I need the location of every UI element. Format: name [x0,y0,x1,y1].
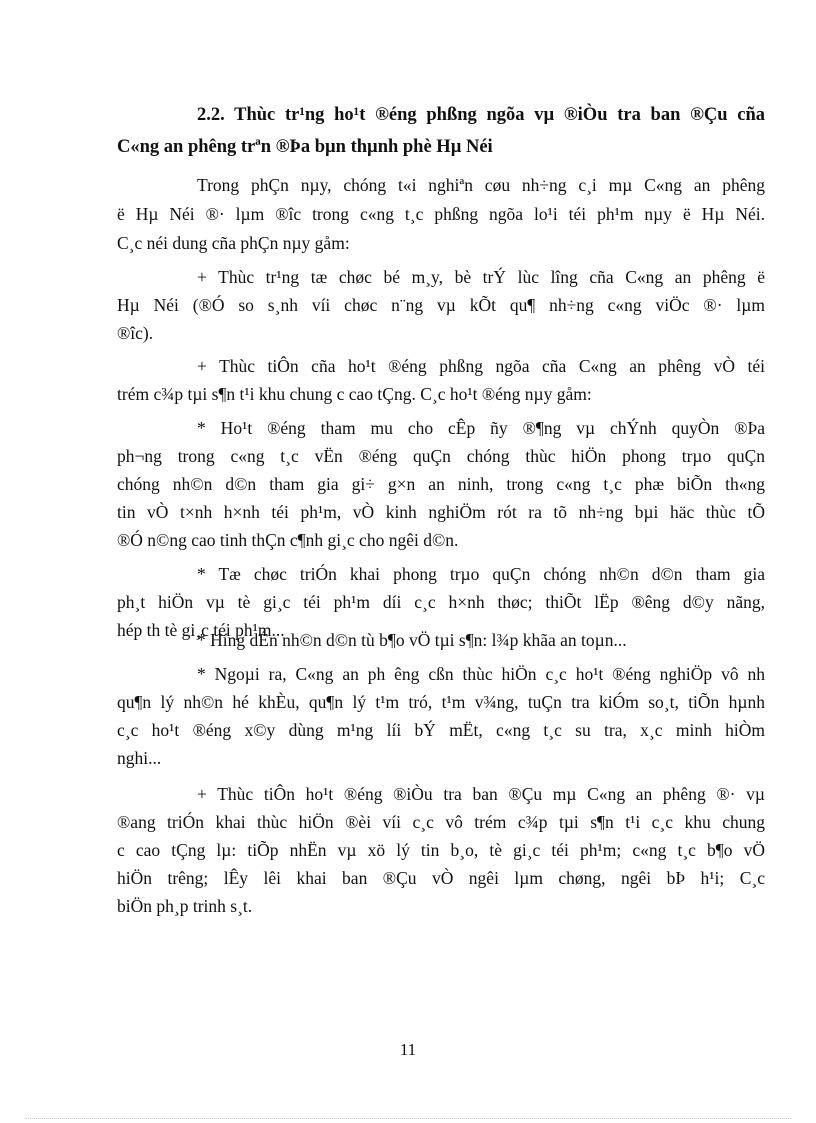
text-line: ®îc). [117,323,154,343]
text-line: c cao tÇng lµ: tiÕp nhËn vµ xö lý tin b¸o, tè gi¸c téi ph¹m; c«ng t¸c b¶o vÖ [117,840,765,860]
text-line: hiÖn trêng; lÊy lêi khai ban ®Çu vÒ ngêi lµm chøng, ngêi bÞ h¹i; C¸c [117,868,765,888]
text-line: biÖn ph¸p trinh s¸t. [117,896,253,916]
text-line: * Ho¹t ®éng tham mu cho cÊp ñy ®¶ng vµ chÝnh quyÒn ®Þa [197,418,765,438]
text-line: ë Hµ Néi ®· lµm ®îc trong c«ng t¸c phßng ngõa lo¹i téi ph¹m nµy ë Hµ Néi. [117,204,765,224]
text-line: * Híng dÉn nh©n d©n tù b¶o vÖ tµi s¶n: l¾p khãa an toµn... [197,630,627,650]
text-line: Trong phÇn nµy, chóng t«i nghiªn cøu nh÷ng c¸i mµ C«ng an phêng [197,175,765,195]
text-line: + Thùc tiÔn ho¹t ®éng ®iÒu tra ban ®Çu mµ C«ng an phêng ®· vµ [197,784,765,804]
text-line: * Ngoµi ra, C«ng an ph êng cßn thùc hiÖn c¸c ho¹t ®éng nghiÖp vô nh [197,664,765,684]
text-line: Hµ Néi (®Ó so s¸nh víi chøc n¨ng vµ kÕt qu¶ nh÷ng c«ng viÖc ®· lµm [117,295,765,315]
page-break-divider [25,1118,791,1119]
text-line: ph¸t hiÖn vµ tè gi¸c téi ph¹m díi c¸c h×nh thøc; thiÕt lËp ®êng d©y nãng, [117,592,765,612]
page-number: 11 [399,1040,417,1059]
text-line: ®Ó n©ng cao tinh thÇn c¶nh gi¸c cho ngêi d©n. [117,530,459,550]
text-line: + Thùc tr¹ng tæ chøc bé m¸y, bè trÝ lùc lîng cña C«ng an phêng ë [197,267,765,287]
text-line: chóng nh©n d©n tham gia gi÷ g×n an ninh, trong c«ng t¸c phæ biÕn th«ng [117,474,765,494]
text-line: ph¬ng trong c«ng t¸c vËn ®éng quÇn chóng thùc hiÖn phong trµo quÇn [117,446,765,466]
text-line: hép th tè gi¸c téi ph¹m... [117,620,285,640]
section-heading-line-2: C«ng an phêng trªn ®Þa bµn thµnh phè Hµ Néi [117,137,493,157]
text-line: c¸c ho¹t ®éng x©y dùng m¹ng líi bÝ mËt, c«ng t¸c su tra, x¸c minh hiÒm [117,720,765,740]
text-line: + Thùc tiÔn cña ho¹t ®éng phßng ngõa cña C«ng an phêng vÒ téi [197,356,765,376]
text-line: * Tæ chøc triÓn khai phong trµo quÇn chóng nh©n d©n tham gia [197,564,765,584]
text-line: tin vÒ t×nh h×nh téi ph¹m, vÒ kinh nghiÖm rót ra tõ nh÷ng bµi häc thùc tÕ [117,502,765,522]
text-line: nghi... [117,748,162,768]
text-line: trém c¾p tµi s¶n t¹i khu chung c cao tÇng. C¸c ho¹t ®éng nµy gåm: [117,384,592,404]
text-line: ®ang triÓn khai thùc hiÖn ®èi víi c¸c vô trém c¾p tµi s¶n t¹i c¸c khu chung [117,812,765,832]
text-line: C¸c néi dung cña phÇn nµy gåm: [117,233,350,253]
section-heading-line-1: 2.2. Thùc tr¹ng ho¹t ®éng phßng ngõa vµ ®iÒu tra ban ®Çu cña [197,105,765,125]
text-line: qu¶n lý nh©n hé khÈu, qu¶n lý t¹m tró, t¹m v¾ng, tuÇn tra kiÓm so¸t, tiÕn hµnh [117,692,765,712]
